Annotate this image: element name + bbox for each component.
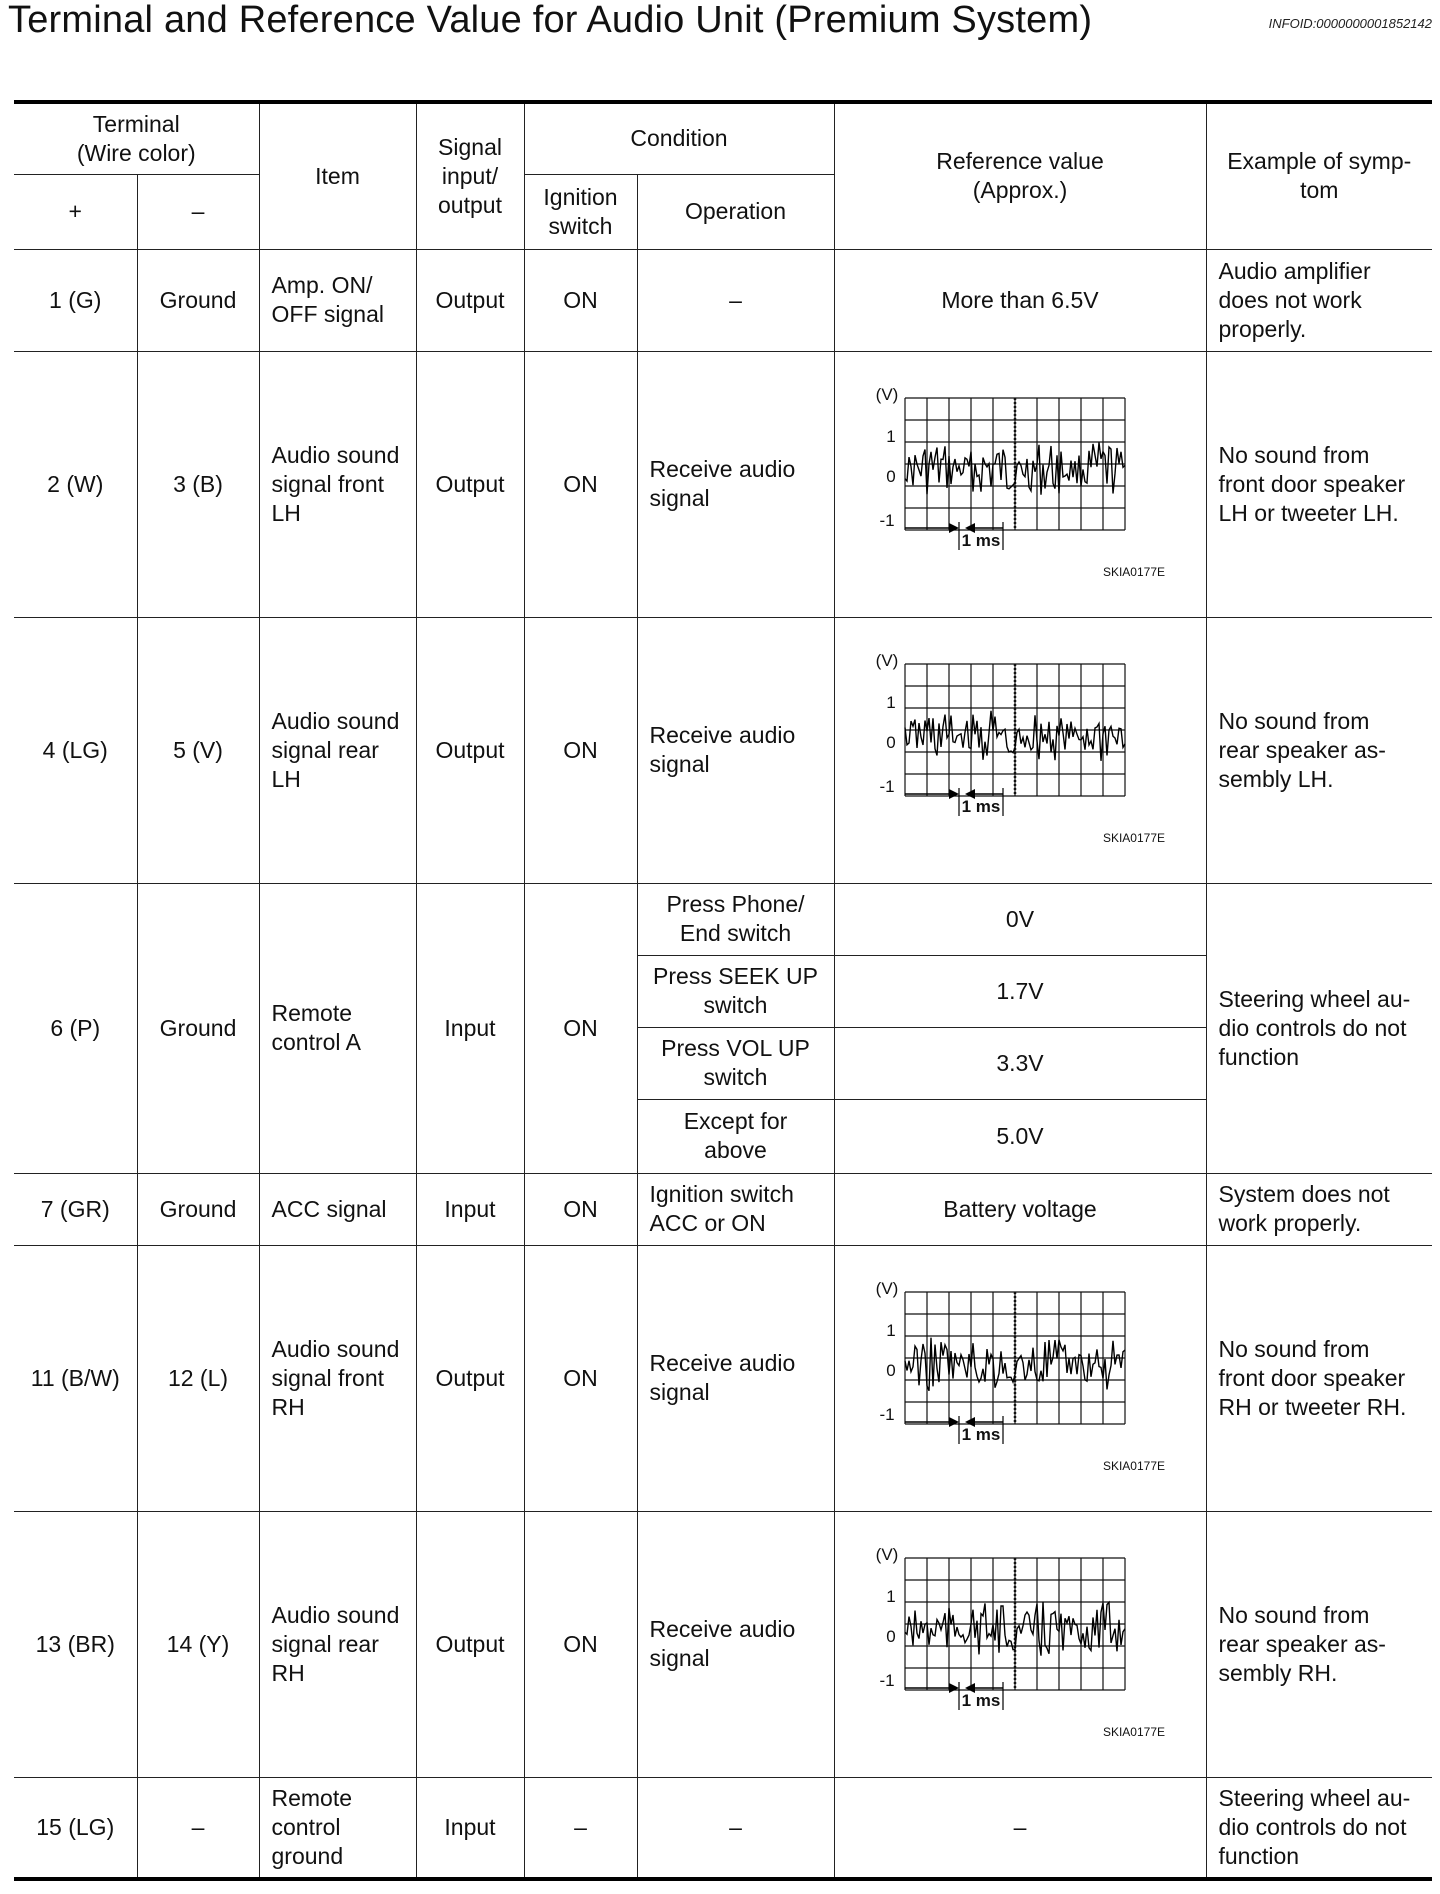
waveform-y-tick-minus-1: -1 xyxy=(879,511,895,530)
ignition-switch xyxy=(524,883,637,1173)
ignition-switch-text: ON xyxy=(563,1014,598,1041)
table-row xyxy=(14,1511,1432,1777)
terminal-minus-text: 3 (B) xyxy=(173,470,223,497)
figure-code: SKIA0177E xyxy=(1102,1725,1165,1739)
terminal-minus-text: Ground xyxy=(159,286,237,313)
waveform-y-tick-minus-1: -1 xyxy=(879,1671,895,1690)
symptom xyxy=(1206,883,1432,1173)
ignition-switch xyxy=(524,1511,637,1777)
terminal-minus xyxy=(137,351,259,617)
ignition-switch-text: – xyxy=(574,1813,587,1840)
symptom-text: No sound from rear speaker as- sembly LH. xyxy=(1218,707,1386,792)
item xyxy=(259,1777,416,1879)
operation-text: Receive audio signal xyxy=(649,1616,796,1671)
header-ignition-switch: Ignition switch xyxy=(524,174,637,249)
reference-value-waveform xyxy=(834,1511,1206,1777)
signal-io-text: Output xyxy=(435,470,505,497)
header-reference-value: Reference value (Approx.) xyxy=(834,102,1206,249)
figure-code: SKIA0177E xyxy=(1102,565,1165,579)
signal-io xyxy=(416,1777,524,1879)
header-plus: + xyxy=(14,174,137,249)
operation xyxy=(637,883,834,955)
operation xyxy=(637,1511,834,1777)
operation xyxy=(637,351,834,617)
table-row xyxy=(14,883,1432,955)
waveform-y-tick-0: 0 xyxy=(886,467,896,486)
signal-io-text: Output xyxy=(435,1630,505,1657)
info-id: INFOID:0000000001852142 xyxy=(1268,16,1432,31)
operation xyxy=(637,617,834,883)
item xyxy=(259,1511,416,1777)
table-row xyxy=(14,1173,1432,1245)
audio-waveform-diagram xyxy=(865,650,1175,850)
terminal-reference-table xyxy=(14,100,1432,1881)
terminal-minus-text: 5 (V) xyxy=(173,736,223,763)
terminal-plus-text: 11 (B/W) xyxy=(30,1364,120,1391)
terminal-plus-text: 7 (GR) xyxy=(40,1195,110,1222)
operation xyxy=(637,1777,834,1879)
symptom xyxy=(1206,351,1432,617)
waveform-y-tick-1: 1 xyxy=(886,427,896,446)
signal-io-text: Output xyxy=(435,736,505,763)
item xyxy=(259,351,416,617)
ignition-switch-text: ON xyxy=(563,736,598,763)
item-text: Audio sound signal front RH xyxy=(271,1335,400,1420)
ignition-switch-text: ON xyxy=(563,1195,598,1222)
ignition-switch xyxy=(524,617,637,883)
header-operation: Operation xyxy=(637,174,834,249)
waveform-y-tick-minus-1: -1 xyxy=(879,777,895,796)
item-text: Remote control A xyxy=(271,1000,361,1055)
terminal-minus xyxy=(137,249,259,351)
header-item: Item xyxy=(259,102,416,249)
symptom-text: Steering wheel au- dio controls do not function xyxy=(1218,1784,1411,1869)
symptom-text: No sound from front door speaker LH or tweeter LH. xyxy=(1218,441,1406,526)
terminal-plus-text: 6 (P) xyxy=(50,1014,101,1041)
terminal-minus-text: 14 (Y) xyxy=(166,1630,230,1657)
terminal-minus-text: – xyxy=(191,1813,205,1840)
reference-value xyxy=(834,883,1206,955)
figure-code: SKIA0177E xyxy=(1102,1459,1165,1473)
item-text: Audio sound signal rear LH xyxy=(271,707,400,792)
waveform-y-tick-0: 0 xyxy=(886,1361,896,1380)
item xyxy=(259,617,416,883)
operation-text: Receive audio signal xyxy=(649,722,796,777)
symptom-text: System does not work properly. xyxy=(1218,1181,1390,1236)
figure-code: SKIA0177E xyxy=(1102,831,1165,845)
waveform-y-tick-1: 1 xyxy=(886,693,896,712)
terminal-plus xyxy=(14,617,137,883)
symptom xyxy=(1206,1511,1432,1777)
operation-text: Press VOL UP switch xyxy=(661,1035,810,1090)
waveform-y-tick-1: 1 xyxy=(886,1587,896,1606)
item xyxy=(259,249,416,351)
header-terminal: Terminal (Wire color) xyxy=(14,102,259,174)
table-row xyxy=(14,617,1432,883)
header-example-symptom: Example of symp- tom xyxy=(1206,102,1432,249)
terminal-plus xyxy=(14,883,137,1173)
reference-value-waveform xyxy=(834,351,1206,617)
reference-value-waveform xyxy=(834,1245,1206,1511)
item xyxy=(259,1245,416,1511)
terminal-plus-text: 15 (LG) xyxy=(36,1813,115,1840)
terminal-minus-text: Ground xyxy=(159,1195,237,1222)
ignition-switch-text: ON xyxy=(563,1630,598,1657)
audio-waveform-diagram xyxy=(865,1544,1175,1744)
operation-text: Except for above xyxy=(683,1108,788,1163)
table-row xyxy=(14,249,1432,351)
terminal-minus xyxy=(137,883,259,1173)
waveform-unit-label: (V) xyxy=(875,1279,899,1298)
reference-value xyxy=(834,1027,1206,1099)
symptom xyxy=(1206,1777,1432,1879)
terminal-plus xyxy=(14,1245,137,1511)
ignition-switch xyxy=(524,249,637,351)
terminal-minus xyxy=(137,1511,259,1777)
reference-value-waveform xyxy=(834,617,1206,883)
symptom xyxy=(1206,1173,1432,1245)
item-text: Remote control ground xyxy=(271,1784,353,1869)
signal-io-text: Output xyxy=(435,1364,505,1391)
signal-io xyxy=(416,1173,524,1245)
ignition-switch xyxy=(524,1173,637,1245)
ignition-switch xyxy=(524,351,637,617)
reference-value-text: 5.0V xyxy=(996,1122,1044,1149)
header-signal: Signal input/ output xyxy=(416,102,524,249)
waveform-y-tick-1: 1 xyxy=(886,1321,896,1340)
signal-io xyxy=(416,883,524,1173)
symptom-text: No sound from rear speaker as- sembly RH. xyxy=(1218,1601,1386,1686)
waveform-y-tick-minus-1: -1 xyxy=(879,1405,895,1424)
signal-io xyxy=(416,1511,524,1777)
item xyxy=(259,883,416,1173)
item xyxy=(259,1173,416,1245)
signal-io xyxy=(416,249,524,351)
symptom xyxy=(1206,617,1432,883)
operation xyxy=(637,1245,834,1511)
operation xyxy=(637,1173,834,1245)
signal-io-text: Input xyxy=(444,1813,496,1840)
waveform-unit-label: (V) xyxy=(875,651,899,670)
operation-text: Receive audio signal xyxy=(649,1350,796,1405)
page-title: Terminal and Reference Value for Audio Unit (Premium System) xyxy=(8,0,1093,41)
waveform-time-label: 1 ms xyxy=(961,1691,1001,1710)
ignition-switch-text: ON xyxy=(563,470,598,497)
table-row xyxy=(14,1777,1432,1879)
operation xyxy=(637,249,834,351)
terminal-plus-text: 13 (BR) xyxy=(35,1630,115,1657)
ignition-switch xyxy=(524,1777,637,1879)
header-condition: Condition xyxy=(524,102,834,174)
symptom-text: No sound from front door speaker RH or tweeter RH. xyxy=(1218,1335,1407,1420)
reference-value-text: – xyxy=(1013,1813,1027,1840)
reference-value-text: 3.3V xyxy=(996,1049,1044,1076)
signal-io-text: Output xyxy=(435,286,505,313)
terminal-minus xyxy=(137,1173,259,1245)
reference-value xyxy=(834,1173,1206,1245)
terminal-minus xyxy=(137,1245,259,1511)
table-row xyxy=(14,351,1432,617)
reference-value-text: More than 6.5V xyxy=(941,286,1099,313)
reference-value xyxy=(834,955,1206,1027)
terminal-plus-text: 1 (G) xyxy=(49,286,102,313)
operation-text: Ignition switch ACC or ON xyxy=(649,1181,794,1236)
operation-text: Press SEEK UP switch xyxy=(653,963,818,1018)
terminal-minus xyxy=(137,617,259,883)
operation xyxy=(637,1027,834,1099)
reference-value-text: Battery voltage xyxy=(943,1195,1097,1222)
item-text: ACC signal xyxy=(271,1195,387,1222)
reference-value xyxy=(834,1777,1206,1879)
signal-io-text: Input xyxy=(444,1014,496,1041)
signal-io xyxy=(416,617,524,883)
terminal-plus xyxy=(14,1173,137,1245)
ignition-switch xyxy=(524,1245,637,1511)
waveform-time-label: 1 ms xyxy=(961,797,1001,816)
operation xyxy=(637,1099,834,1173)
terminal-plus xyxy=(14,1777,137,1879)
ignition-switch-text: ON xyxy=(563,1364,598,1391)
waveform-time-label: 1 ms xyxy=(961,531,1001,550)
item-text: Amp. ON/ OFF signal xyxy=(271,272,384,327)
operation-text: – xyxy=(729,1813,742,1840)
operation-text: Press Phone/ End switch xyxy=(666,891,805,946)
reference-value-text: 1.7V xyxy=(996,977,1044,1004)
signal-io-text: Input xyxy=(444,1195,496,1222)
reference-value xyxy=(834,1099,1206,1173)
ignition-switch-text: ON xyxy=(563,286,598,313)
waveform-y-tick-0: 0 xyxy=(886,1627,896,1646)
waveform-time-label: 1 ms xyxy=(961,1425,1001,1444)
symptom xyxy=(1206,1245,1432,1511)
item-text: Audio sound signal front LH xyxy=(271,441,400,526)
symptom xyxy=(1206,249,1432,351)
waveform-unit-label: (V) xyxy=(875,385,899,404)
audio-waveform-diagram xyxy=(865,1278,1175,1478)
terminal-minus-text: 12 (L) xyxy=(167,1364,229,1391)
terminal-minus xyxy=(137,1777,259,1879)
terminal-plus xyxy=(14,351,137,617)
signal-io xyxy=(416,351,524,617)
reference-value xyxy=(834,249,1206,351)
operation-text: – xyxy=(729,286,742,313)
terminal-plus xyxy=(14,1511,137,1777)
reference-value-text: 0V xyxy=(1005,905,1035,932)
symptom-text: Steering wheel au- dio controls do not function xyxy=(1218,985,1411,1070)
terminal-plus-text: 2 (W) xyxy=(47,470,104,497)
terminal-minus-text: Ground xyxy=(159,1014,237,1041)
terminal-plus xyxy=(14,249,137,351)
audio-waveform-diagram xyxy=(865,384,1175,584)
table-row xyxy=(14,1245,1432,1511)
operation-text: Receive audio signal xyxy=(649,456,796,511)
header-minus: – xyxy=(137,174,259,249)
operation xyxy=(637,955,834,1027)
item-text: Audio sound signal rear RH xyxy=(271,1601,400,1686)
symptom-text: Audio amplifier does not work properly. xyxy=(1218,257,1371,342)
waveform-unit-label: (V) xyxy=(875,1545,899,1564)
terminal-plus-text: 4 (LG) xyxy=(42,736,108,763)
signal-io xyxy=(416,1245,524,1511)
waveform-y-tick-0: 0 xyxy=(886,733,896,752)
